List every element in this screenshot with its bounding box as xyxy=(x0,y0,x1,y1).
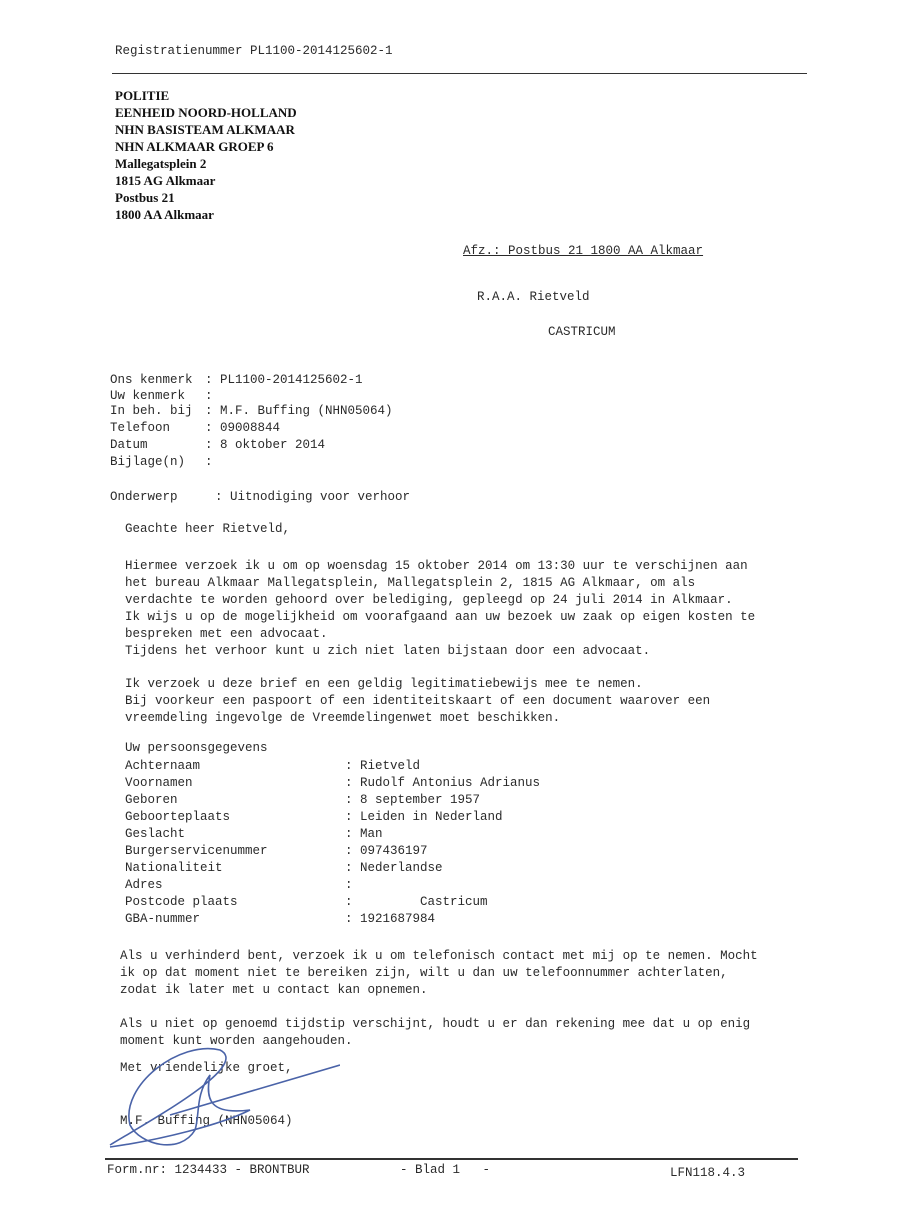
field-value: : 1921687984 xyxy=(345,912,436,926)
subject-label: Onderwerp xyxy=(110,490,178,504)
text-line: verdachte te worden gehoord over belediging, gepleegd op 24 juli 2014 in Alkmaar. xyxy=(125,593,733,607)
field-label: Burgerservicenummer xyxy=(125,844,268,858)
text-line: vreemdeling ingevolge de Vreemdelingenwet moet beschikken. xyxy=(125,711,561,725)
personal-row xyxy=(125,826,540,843)
field-label: GBA-nummer xyxy=(125,912,201,926)
field-label: Nationaliteit xyxy=(125,861,223,875)
text-line: zodat ik later met u contact kan opnemen. xyxy=(120,983,428,997)
text-line: Bij voorkeur een paspoort of een identiteitskaart of een document waarover een xyxy=(125,694,711,708)
text-line: moment kunt worden aangehouden. xyxy=(120,1034,353,1048)
field-label: Postcode plaats xyxy=(125,895,238,909)
meta-value: PL1100-2014125602-1 xyxy=(220,373,363,387)
personal-row xyxy=(125,894,540,911)
field-value: : Leiden in Nederland xyxy=(345,810,503,824)
sender-line: NHN BASISTEAM ALKMAAR xyxy=(115,122,295,137)
field-value: : Rietveld xyxy=(345,759,421,773)
meta-label: Datum xyxy=(110,438,148,452)
form-code: LFN118.4.3 xyxy=(670,1166,746,1180)
field-value: : Castricum xyxy=(345,895,488,909)
signatory: M.F. Buffing (NHN05064) xyxy=(120,1114,293,1128)
text-line: het bureau Alkmaar Mallegatsplein, Mallegatsplein 2, 1815 AG Alkmaar, om als xyxy=(125,576,696,590)
text-line: Hiermee verzoek ik u om op woensdag 15 oktober 2014 om 13:30 uur te verschijnen aan xyxy=(125,559,748,573)
sender-line: Postbus 21 xyxy=(115,190,175,205)
personal-row xyxy=(125,809,540,826)
field-label: Geboorteplaats xyxy=(125,810,231,824)
paragraph-2 xyxy=(125,676,710,727)
sender-block xyxy=(115,87,297,223)
personal-row xyxy=(125,843,540,860)
form-number: Form.nr: 1234433 - BRONTBUR xyxy=(107,1163,310,1177)
closing: Met vriendelijke groet, xyxy=(120,1061,293,1075)
meta-value: 8 oktober 2014 xyxy=(220,438,326,452)
sender-line: 1800 AA Alkmaar xyxy=(115,207,214,222)
subject-value: Uitnodiging voor verhoor xyxy=(230,490,411,504)
field-value: : 097436197 xyxy=(345,844,428,858)
page-number: - Blad 1 - xyxy=(400,1163,491,1177)
meta-label: Telefoon xyxy=(110,421,171,435)
sender-line: 1815 AG Alkmaar xyxy=(115,173,216,188)
personal-row xyxy=(125,911,540,928)
recipient-city: CASTRICUM xyxy=(548,325,616,339)
personal-row xyxy=(125,775,540,792)
field-value: : Man xyxy=(345,827,383,841)
field-label: Geslacht xyxy=(125,827,186,841)
field-label: Achternaam xyxy=(125,759,201,773)
text-line: Als u verhinderd bent, verzoek ik u om telefonisch contact met mij op te nemen. Mocht xyxy=(120,949,758,963)
text-line: Als u niet op genoemd tijdstip verschijnt, houdt u er dan rekening mee dat u op enig xyxy=(120,1017,751,1031)
registration-number: Registratienummer PL1100-2014125602-1 xyxy=(115,44,393,58)
field-label: Adres xyxy=(125,878,163,892)
text-line: Tijdens het verhoor kunt u zich niet laten bijstaan door een advocaat. xyxy=(125,644,651,658)
field-label: Voornamen xyxy=(125,776,193,790)
personal-row xyxy=(125,792,540,809)
reference-block: Ons kenmerk : PL1100-2014125602-1 Uw kenmerk : In beh. bij : M.F. Buffing (NHN05064) Telefoon : 09008844 Datum : 8 oktober 2014 Bijlage(n) : xyxy=(110,373,393,469)
subject-line: Onderwerp : Uitnodiging voor verhoor xyxy=(110,490,411,504)
meta-label: In beh. bij xyxy=(110,404,193,418)
footer-divider xyxy=(105,1158,798,1160)
meta-label: Ons kenmerk xyxy=(110,373,193,387)
field-value: : 8 september 1957 xyxy=(345,793,481,807)
recipient-name: R.A.A. Rietveld xyxy=(477,290,590,304)
paragraph-1 xyxy=(125,558,755,660)
sender-line: POLITIE xyxy=(115,88,170,103)
personal-row xyxy=(125,758,540,775)
sender-line: EENHEID NOORD-HOLLAND xyxy=(115,105,297,120)
meta-label: Uw kenmerk xyxy=(110,389,186,403)
field-value: : Rudolf Antonius Adrianus xyxy=(345,776,541,790)
personal-data-title: Uw persoonsgegevens xyxy=(125,741,268,755)
personal-row xyxy=(125,877,540,894)
meta-value: 09008844 xyxy=(220,421,281,435)
signature-stroke xyxy=(110,1049,340,1147)
meta-value: M.F. Buffing (NHN05064) xyxy=(220,404,393,418)
paragraph-3 xyxy=(120,948,758,999)
field-value: : Nederlandse xyxy=(345,861,443,875)
field-value: : xyxy=(345,878,353,892)
text-line: Ik verzoek u deze brief en een geldig legitimatiebewijs mee te nemen. xyxy=(125,677,643,691)
personal-row xyxy=(125,860,540,877)
salutation: Geachte heer Rietveld, xyxy=(125,522,291,536)
header-divider xyxy=(112,73,807,74)
meta-label: Bijlage(n) xyxy=(110,455,186,469)
handwritten-signature xyxy=(100,1045,340,1155)
text-line: Ik wijs u op de mogelijkheid om voorafgaand aan uw bezoek uw zaak op eigen kosten te xyxy=(125,610,756,624)
sender-line: NHN ALKMAAR GROEP 6 xyxy=(115,139,274,154)
text-line: bespreken met een advocaat. xyxy=(125,627,328,641)
text-line: ik op dat moment niet te bereiken zijn, wilt u dan uw telefoonnummer achterlaten, xyxy=(120,966,728,980)
sender-line: Mallegatsplein 2 xyxy=(115,156,207,171)
return-address: Afz.: Postbus 21 1800 AA Alkmaar xyxy=(463,244,704,258)
field-label: Geboren xyxy=(125,793,178,807)
personal-data-table xyxy=(125,758,540,928)
